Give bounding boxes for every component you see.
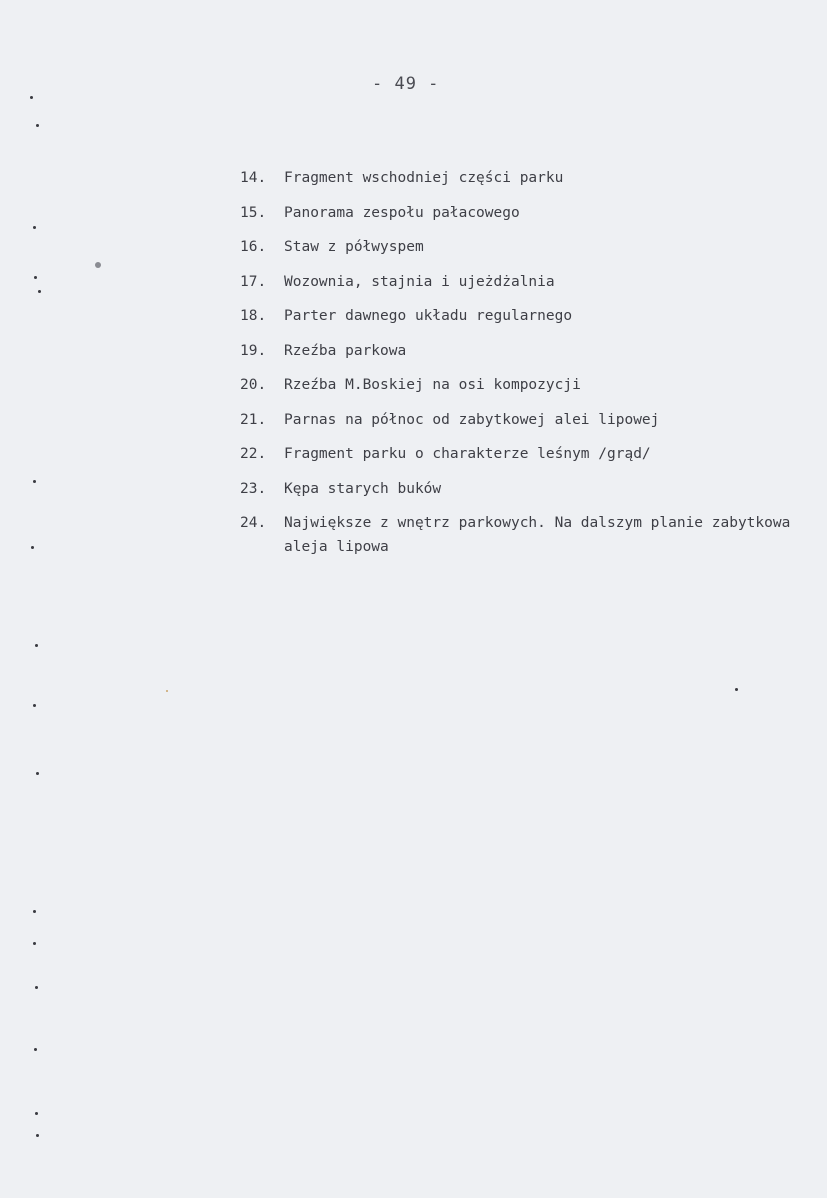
caption-item xyxy=(240,368,800,403)
caption-text: Panorama zespołu pałacowego xyxy=(284,204,520,221)
caption-text: Największe z wnętrz parkowych. Na dalszym planie zabytkowa aleja lipowa xyxy=(284,515,791,555)
caption-number: 24. xyxy=(240,515,267,531)
caption-item xyxy=(240,472,800,507)
caption-text: Fragment parku o charakterze leśnym /grąd/ xyxy=(284,446,651,462)
scan-speck xyxy=(33,942,36,945)
scan-speck xyxy=(33,480,36,483)
caption-text: Staw z półwyspem xyxy=(284,239,424,255)
scan-speck xyxy=(33,704,36,707)
caption-item xyxy=(240,299,800,334)
scan-speck xyxy=(35,986,38,989)
caption-number: 23. xyxy=(240,480,267,497)
scan-speck xyxy=(36,1134,39,1137)
scan-speck xyxy=(33,910,36,913)
caption-text: Parnas na północ od zabytkowej alei lipowej xyxy=(284,411,660,428)
scan-speck xyxy=(30,96,33,99)
scan-speck xyxy=(36,772,39,775)
scan-speck xyxy=(38,290,41,293)
caption-item xyxy=(240,403,800,438)
caption-number: 20. xyxy=(240,377,267,393)
caption-item xyxy=(240,161,800,196)
scan-speck xyxy=(34,276,37,279)
caption-text: Fragment wschodniej części parku xyxy=(284,170,564,186)
caption-text: Rzeźba parkowa xyxy=(284,342,407,359)
photo-caption-list xyxy=(240,161,800,559)
caption-number: 17. xyxy=(240,273,267,290)
caption-number: 22. xyxy=(240,446,267,462)
caption-number: 14. xyxy=(240,170,267,186)
caption-text: Kępa starych buków xyxy=(284,480,442,497)
scan-speck xyxy=(35,644,38,647)
scan-speck xyxy=(35,1112,38,1115)
caption-item xyxy=(240,230,800,265)
scan-speck xyxy=(95,262,101,268)
caption-number: 19. xyxy=(240,342,267,359)
caption-number: 18. xyxy=(240,308,267,324)
caption-item xyxy=(240,506,800,559)
caption-item xyxy=(240,265,800,300)
scan-speck xyxy=(735,688,738,691)
scan-speck xyxy=(34,1048,37,1051)
caption-number: 15. xyxy=(240,204,267,221)
caption-number: 21. xyxy=(240,411,267,428)
caption-item xyxy=(240,196,800,231)
caption-text: Rzeźba M.Boskiej na osi kompozycji xyxy=(284,377,581,393)
caption-number: 16. xyxy=(240,239,267,255)
caption-item xyxy=(240,334,800,369)
scan-speck xyxy=(33,226,36,229)
page-number: - 49 - xyxy=(372,74,440,94)
caption-text: Wozownia, stajnia i ujeżdżalnia xyxy=(284,273,555,290)
scan-speck xyxy=(36,124,39,127)
caption-text: Parter dawnego układu regularnego xyxy=(284,308,573,324)
caption-item xyxy=(240,437,800,472)
scan-speck xyxy=(166,690,168,692)
scan-speck xyxy=(31,546,34,549)
